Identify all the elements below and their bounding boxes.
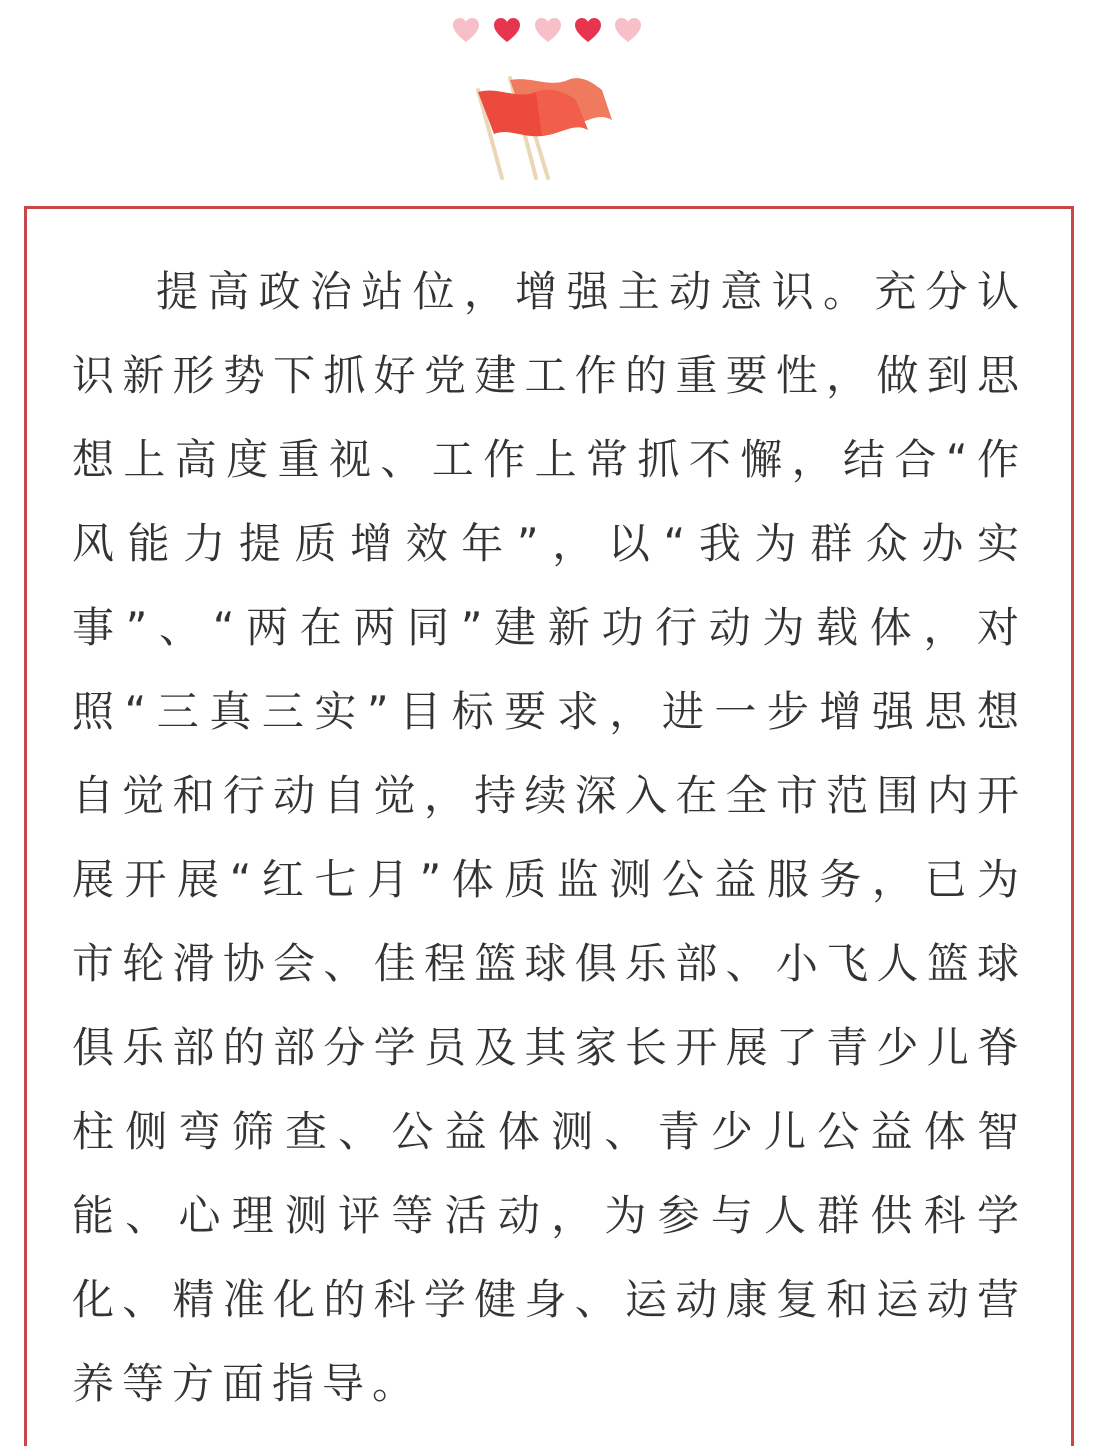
heart-dark-icon xyxy=(575,18,601,42)
red-flag-icon xyxy=(470,70,620,182)
heart-light-icon xyxy=(453,18,479,42)
heart-light-icon xyxy=(615,18,641,42)
hearts-row xyxy=(453,16,643,46)
article-paragraph: 提高政治站位，增强主动意识。充分认识新形势下抓好党建工作的重要性，做到思想上高度重视、工作上常抓不懈，结合“作风能力提质增效年”，以“我为群众办实事”、“两在两同”建新功行动为载体，对照“三真三实”目标要求，进一步增强思想自觉和行动自觉，持续深入在全市范围内开展开展“红七月”体质监测公益服务，已为市轮滑协会、佳程篮球俱乐部、小飞人篮球俱乐部的部分学员及其家长开展了青少儿脊柱侧弯筛查、公益体测、青少儿公益体智能、心理测评等活动，为参与人群供科学化、精准化的科学健身、运动康复和运动营养等方面指导。 xyxy=(72,267,1027,1408)
hearts-divider xyxy=(453,16,643,46)
heart-light-icon xyxy=(535,18,561,42)
heart-dark-icon xyxy=(494,18,520,42)
